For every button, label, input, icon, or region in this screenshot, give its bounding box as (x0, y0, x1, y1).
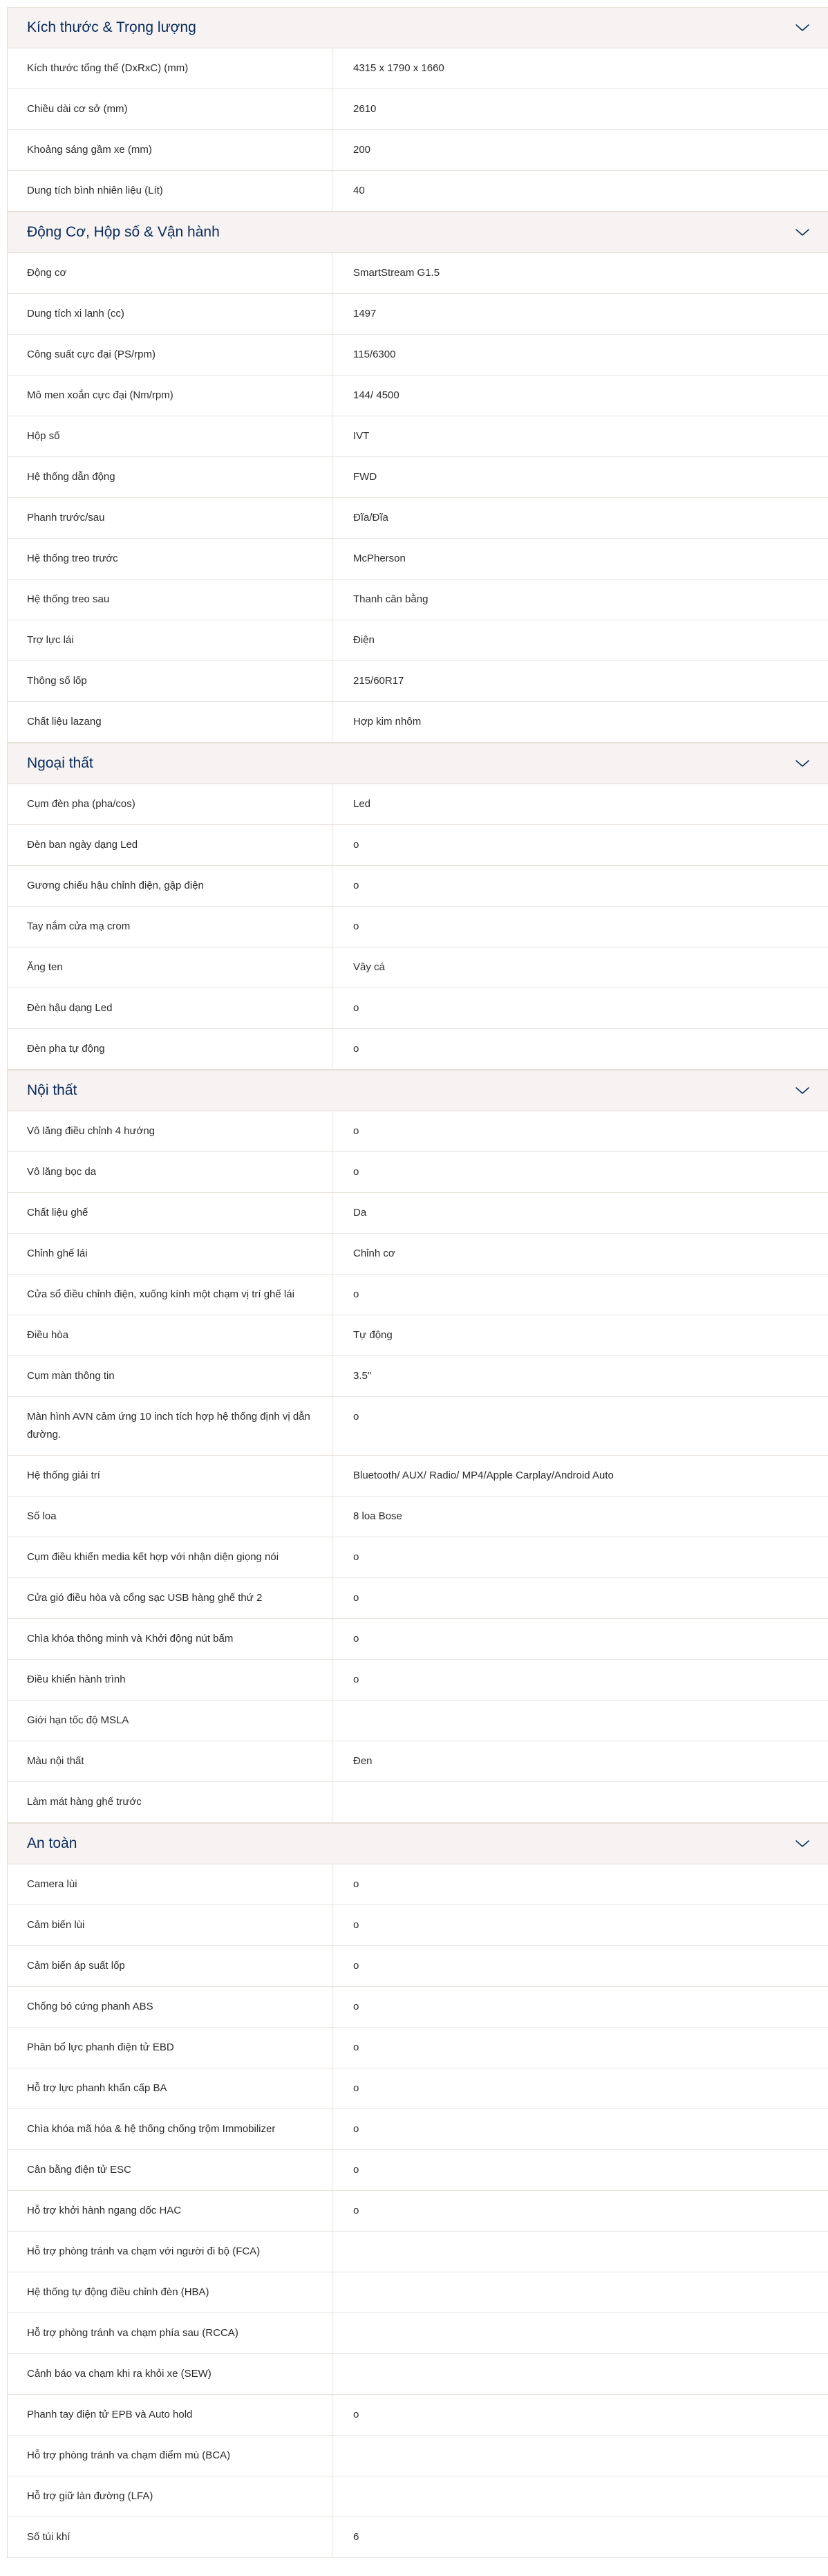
spec-value (332, 2476, 828, 2517)
spec-row (8, 2313, 828, 2354)
spec-value: Led (353, 798, 371, 810)
section-title: An toàn (27, 1835, 77, 1851)
spec-label: Dung tích xi lanh (cc) (8, 294, 332, 334)
spec-value: o (353, 2123, 359, 2135)
spec-row (8, 376, 828, 416)
section-body (8, 1864, 828, 2558)
section-body (8, 48, 828, 212)
spec-label: Chất liệu lazang (8, 702, 332, 742)
spec-value (332, 2436, 828, 2476)
spec-label: Hỗ trợ phòng tránh va chạm điểm mù (BCA) (8, 2436, 332, 2476)
spec-value: Đĩa/Đĩa (353, 512, 388, 523)
spec-label: Cảnh báo va chạm khi ra khỏi xe (SEW) (8, 2354, 332, 2394)
spec-value: McPherson (353, 553, 406, 564)
spec-row (8, 1741, 828, 1782)
spec-value: o (353, 1551, 359, 1563)
spec-row (8, 1619, 828, 1660)
spec-value: Chỉnh cơ (353, 1248, 395, 1259)
spec-value: o (353, 1674, 359, 1685)
chevron-down-icon[interactable] (794, 1835, 811, 1852)
spec-label: Hệ thống treo sau (8, 580, 332, 620)
spec-value: 40 (353, 185, 365, 196)
spec-label: Phanh tay điện tử EPB và Auto hold (8, 2395, 332, 2435)
spec-row (8, 2109, 828, 2150)
spec-label: Trợ lực lái (8, 620, 332, 660)
spec-row (8, 907, 828, 947)
spec-label: Số loa (8, 1497, 332, 1537)
spec-value: FWD (353, 471, 377, 483)
spec-row (8, 498, 828, 539)
spec-label: Hộp số (8, 416, 332, 456)
spec-row (8, 661, 828, 702)
spec-value: o (353, 1288, 359, 1300)
spec-value: o (353, 1043, 359, 1055)
spec-label: Hệ thống tự động điều chỉnh đèn (HBA) (8, 2272, 332, 2313)
spec-label: Hỗ trợ lực phanh khẩn cấp BA (8, 2068, 332, 2109)
spec-row (8, 539, 828, 580)
spec-label: Hỗ trợ khởi hành ngang dốc HAC (8, 2191, 332, 2231)
spec-label: Đèn ban ngày dạng Led (8, 825, 332, 865)
spec-section (8, 1070, 828, 1823)
spec-value (332, 1701, 828, 1741)
spec-row (8, 253, 828, 294)
section-body (8, 784, 828, 1070)
spec-row (8, 1987, 828, 2028)
spec-label: Làm mát hàng ghế trước (8, 1782, 332, 1822)
spec-label: Dung tích bình nhiên liệu (Lít) (8, 171, 332, 211)
spec-value: 215/60R17 (353, 675, 404, 687)
spec-row (8, 1660, 828, 1701)
spec-row (8, 2028, 828, 2068)
section-header[interactable] (8, 1823, 828, 1864)
spec-value: o (353, 2001, 359, 2012)
spec-value: o (353, 2205, 359, 2216)
spec-label: Vô lăng điều chỉnh 4 hướng (8, 1111, 332, 1151)
spec-value: 200 (353, 144, 371, 156)
spec-row (8, 620, 828, 661)
spec-row (8, 1905, 828, 1946)
spec-value: Hợp kim nhôm (353, 716, 422, 728)
spec-row (8, 2476, 828, 2517)
spec-value: o (353, 880, 359, 891)
spec-label: Mô men xoắn cực đại (Nm/rpm) (8, 376, 332, 416)
spec-row (8, 1456, 828, 1497)
spec-label: Cảm biến áp suất lốp (8, 1946, 332, 1986)
spec-value (332, 2272, 828, 2313)
spec-value: Thanh cân bằng (353, 593, 429, 605)
spec-value: SmartStream G1.5 (353, 267, 440, 279)
spec-row (8, 335, 828, 376)
chevron-down-icon[interactable] (794, 19, 811, 36)
spec-label: Kích thước tổng thể (DxRxC) (mm) (8, 48, 332, 89)
section-header[interactable] (8, 7, 828, 48)
spec-label: Đèn hậu dạng Led (8, 988, 332, 1028)
spec-row (8, 784, 828, 825)
section-header[interactable] (8, 212, 828, 253)
spec-row (8, 2232, 828, 2272)
spec-label: Công suất cực đại (PS/rpm) (8, 335, 332, 375)
spec-row (8, 1193, 828, 1234)
spec-row (8, 171, 828, 212)
spec-label: Điều khiển hành trình (8, 1660, 332, 1700)
spec-row (8, 1497, 828, 1537)
spec-row (8, 1315, 828, 1356)
spec-label: Phân bổ lực phanh điện tử EBD (8, 2028, 332, 2068)
section-header[interactable] (8, 1070, 828, 1111)
spec-row (8, 89, 828, 130)
spec-section (8, 212, 828, 743)
spec-label: Chỉnh ghế lái (8, 1234, 332, 1274)
spec-label: Chống bó cứng phanh ABS (8, 1987, 332, 2027)
spec-row (8, 2272, 828, 2313)
section-header[interactable] (8, 743, 828, 784)
spec-label: Tay nắm cửa mạ crom (8, 907, 332, 947)
spec-value: o (353, 1633, 359, 1644)
spec-value: Đen (353, 1755, 373, 1767)
spec-label: Gương chiếu hậu chỉnh điện, gập điện (8, 866, 332, 906)
spec-value: 3.5" (353, 1370, 372, 1382)
spec-row (8, 988, 828, 1029)
spec-row (8, 2517, 828, 2558)
spec-row (8, 947, 828, 988)
spec-row (8, 1152, 828, 1193)
spec-row (8, 1029, 828, 1070)
spec-label: Cụm màn thông tin (8, 1356, 332, 1396)
spec-row (8, 294, 828, 335)
spec-row (8, 416, 828, 457)
section-title: Động Cơ, Hộp số & Vận hành (27, 224, 220, 240)
spec-label: Cụm điều khiển media kết hợp với nhận diện giọng nói (8, 1537, 332, 1577)
spec-row (8, 866, 828, 907)
section-title: Kích thước & Trọng lượng (27, 19, 196, 35)
spec-label: Cửa gió điều hòa và cổng sạc USB hàng ghế thứ 2 (8, 1578, 332, 1618)
section-title: Nội thất (27, 1082, 77, 1098)
spec-value: Bluetooth/ AUX/ Radio/ MP4/Apple Carplay/Android Auto (353, 1470, 614, 1481)
spec-label: Động cơ (8, 253, 332, 293)
spec-value: o (353, 2409, 359, 2420)
spec-value: o (353, 1125, 359, 1137)
spec-label: Hỗ trợ phòng tránh va chạm với người đi bộ (FCA) (8, 2232, 332, 2272)
chevron-down-icon[interactable] (794, 1082, 811, 1099)
spec-label: Ăng ten (8, 947, 332, 988)
spec-value (332, 2354, 828, 2394)
spec-row (8, 1275, 828, 1315)
spec-value: Tự động (353, 1329, 393, 1341)
chevron-down-icon[interactable] (794, 224, 811, 241)
spec-section (8, 1823, 828, 2558)
spec-value: o (353, 1002, 359, 1014)
spec-label: Cửa sổ điều chỉnh điện, xuống kính một chạm vị trí ghế lái (8, 1275, 332, 1315)
spec-row (8, 48, 828, 89)
spec-value: Da (353, 1207, 367, 1218)
spec-value: o (353, 920, 359, 932)
spec-label: Khoảng sáng gầm xe (mm) (8, 130, 332, 170)
spec-label: Camera lùi (8, 1864, 332, 1905)
spec-label: Hỗ trợ giữ làn đường (LFA) (8, 2476, 332, 2517)
spec-label: Cân bằng điện tử ESC (8, 2150, 332, 2190)
spec-row (8, 1946, 828, 1987)
spec-label: Phanh trước/sau (8, 498, 332, 538)
spec-label: Hỗ trợ phòng tránh va chạm phía sau (RCCA) (8, 2313, 332, 2353)
spec-value: o (353, 1166, 359, 1178)
spec-value: Vây cá (353, 961, 385, 973)
spec-row (8, 1111, 828, 1152)
spec-value: 2610 (353, 103, 377, 115)
spec-value: Điện (353, 634, 375, 646)
spec-row (8, 1701, 828, 1741)
spec-row (8, 2068, 828, 2109)
spec-row (8, 2191, 828, 2232)
spec-value: o (353, 1878, 359, 1890)
spec-value: o (353, 2041, 359, 2053)
spec-value: o (353, 1960, 359, 1972)
spec-label: Màn hình AVN cảm ứng 10 inch tích hợp hệ thống định vị dẫn đường. (8, 1397, 332, 1455)
spec-row (8, 1356, 828, 1397)
spec-value: 144/ 4500 (353, 389, 399, 401)
spec-value: 4315 x 1790 x 1660 (353, 62, 444, 74)
spec-value: o (353, 2164, 359, 2176)
spec-row (8, 1397, 828, 1456)
spec-label: Đèn pha tự động (8, 1029, 332, 1069)
spec-row (8, 1578, 828, 1619)
spec-row (8, 702, 828, 743)
spec-label: Cảm biến lùi (8, 1905, 332, 1945)
spec-row (8, 457, 828, 498)
spec-value: 6 (353, 2531, 359, 2543)
spec-label: Chìa khóa mã hóa & hệ thống chống trộm Immobilizer (8, 2109, 332, 2149)
spec-section (8, 7, 828, 212)
spec-value (332, 1782, 828, 1822)
spec-label: Chìa khóa thông minh và Khởi động nút bấm (8, 1619, 332, 1659)
spec-section (8, 743, 828, 1070)
spec-value: 8 loa Bose (353, 1510, 402, 1522)
spec-label: Vô lăng bọc da (8, 1152, 332, 1192)
section-body (8, 253, 828, 743)
chevron-down-icon[interactable] (794, 755, 811, 772)
spec-label: Hệ thống dẫn động (8, 457, 332, 497)
spec-label: Chiều dài cơ sở (mm) (8, 89, 332, 129)
spec-row (8, 825, 828, 866)
spec-row (8, 130, 828, 171)
spec-row (8, 1782, 828, 1823)
spec-label: Thông số lốp (8, 661, 332, 701)
spec-value: 1497 (353, 308, 377, 319)
section-body (8, 1111, 828, 1823)
spec-label: Chất liệu ghế (8, 1193, 332, 1233)
spec-label: Giới hạn tốc độ MSLA (8, 1701, 332, 1741)
section-title: Ngoại thất (27, 755, 93, 771)
spec-label: Cụm đèn pha (pha/cos) (8, 784, 332, 824)
spec-value (332, 2313, 828, 2353)
spec-row (8, 1864, 828, 1905)
spec-label: Hệ thống giải trí (8, 1456, 332, 1496)
spec-row (8, 2395, 828, 2436)
spec-accordion (7, 7, 828, 2558)
spec-value: 115/6300 (353, 349, 396, 360)
spec-label: Điều hòa (8, 1315, 332, 1355)
spec-label: Màu nội thất (8, 1741, 332, 1781)
spec-row (8, 1537, 828, 1578)
spec-row (8, 580, 828, 620)
spec-row (8, 1234, 828, 1275)
spec-label: Hệ thống treo trước (8, 539, 332, 579)
spec-row (8, 2150, 828, 2191)
spec-row (8, 2436, 828, 2476)
spec-value: o (353, 839, 359, 851)
spec-value: o (353, 2082, 359, 2094)
spec-value: o (353, 1919, 359, 1931)
spec-value (332, 2232, 828, 2272)
spec-value: o (353, 1592, 359, 1604)
spec-value: o (353, 1411, 359, 1423)
spec-value: IVT (353, 430, 370, 442)
spec-row (8, 2354, 828, 2395)
spec-label: Số túi khí (8, 2517, 332, 2557)
